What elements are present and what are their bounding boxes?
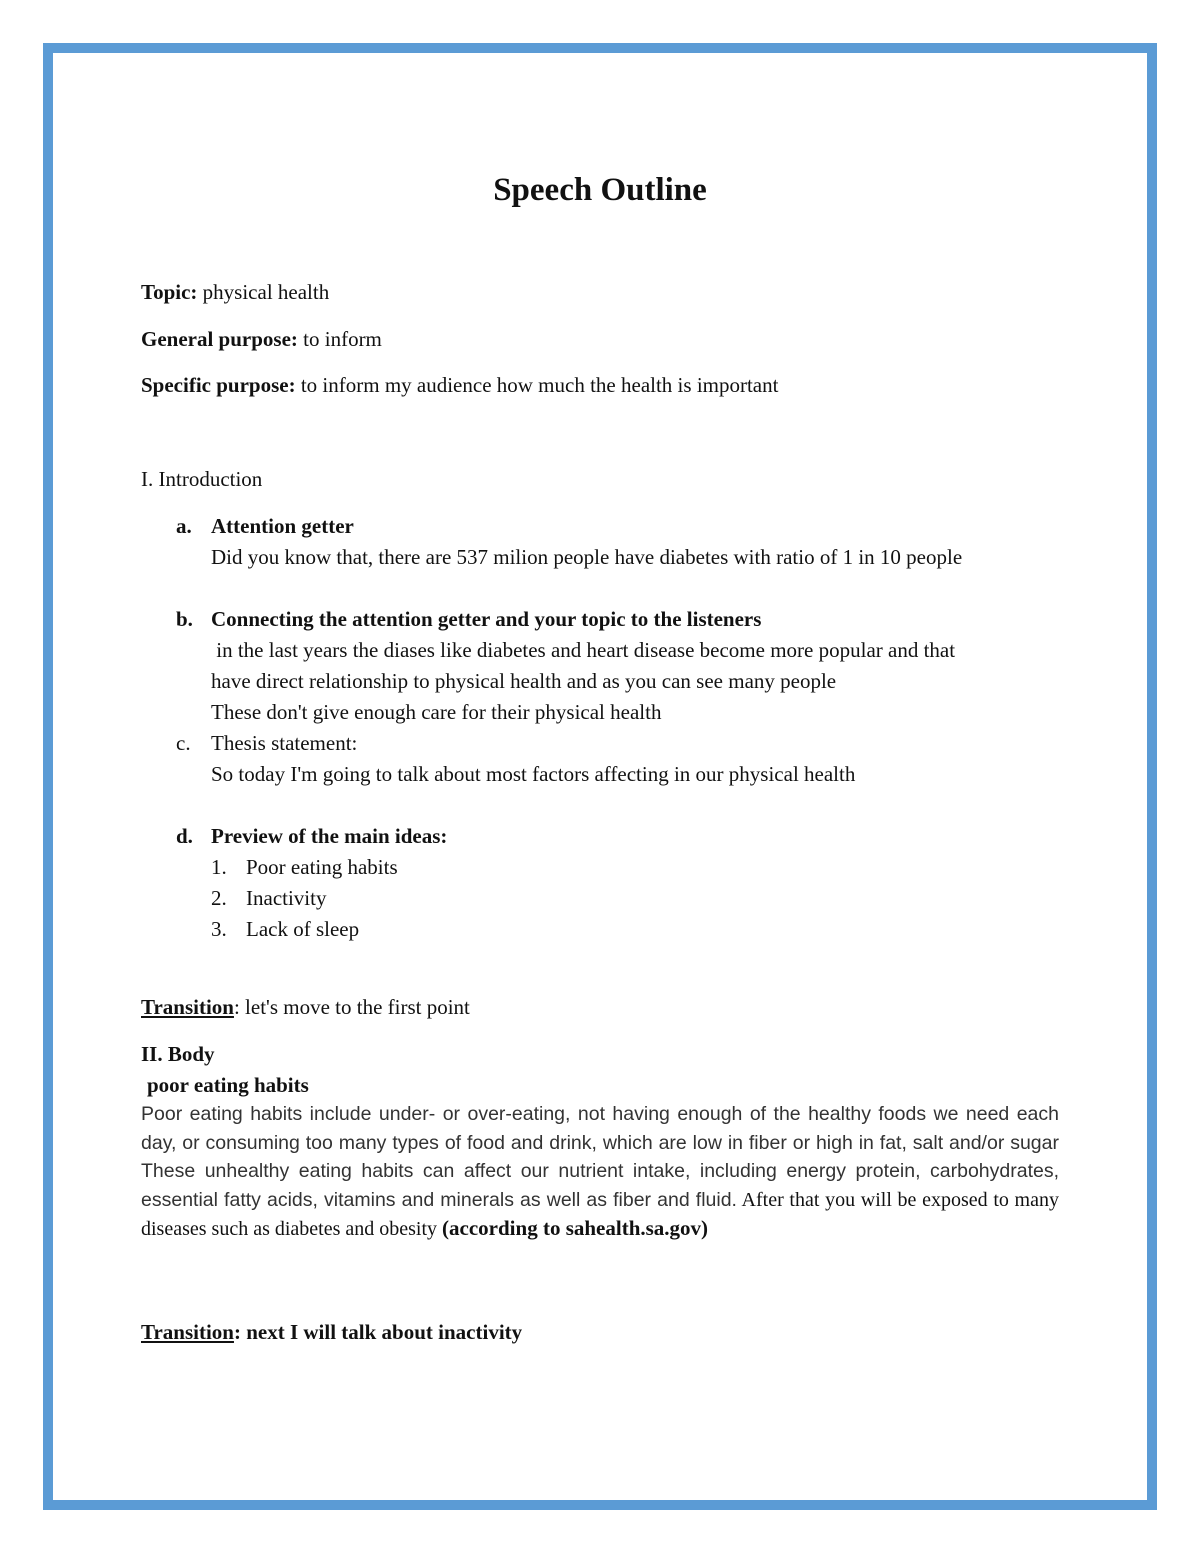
idea-3-number: 3. xyxy=(211,917,227,941)
thesis-text: So today I'm going to talk about most factors affecting in our physical health xyxy=(211,762,856,786)
idea-1-text: Poor eating habits xyxy=(246,855,398,879)
item-d-marker: d. xyxy=(176,824,193,848)
transition-1 xyxy=(141,992,470,1023)
specific-purpose-label: Specific purpose: xyxy=(141,373,296,397)
general-purpose-label: General purpose: xyxy=(141,327,298,351)
introduction-heading: I. Introduction xyxy=(141,467,263,491)
body-heading: II. Body xyxy=(141,1042,215,1066)
topic-line xyxy=(141,277,329,308)
thesis-title: Thesis statement: xyxy=(211,731,358,755)
body-paragraph-serif-text: After that you will be exposed to many diseases such as diabetes and obesity xyxy=(141,1188,1059,1240)
body-paragraph xyxy=(141,1100,1059,1244)
item-c-marker: c. xyxy=(176,731,191,755)
transition-1-text: : let's move to the first point xyxy=(233,995,470,1019)
attention-getter-text: Did you know that, there are 537 milion people have diabetes with ratio of 1 in 10 people xyxy=(211,545,963,569)
connecting-text-line-1: in the last years the diases like diabetes and heart disease become more popular and that xyxy=(211,638,956,662)
idea-3-text: Lack of sleep xyxy=(246,917,360,941)
connecting-text-line-2: have direct relationship to physical health and as you can see many people xyxy=(211,669,837,693)
transition-2-text: : next I will talk about inactivity xyxy=(233,1320,523,1344)
general-purpose-value: to inform xyxy=(297,327,382,351)
transition-2-label: Transition xyxy=(141,1320,234,1344)
body-paragraph-source: (according to sahealth.sa.gov) xyxy=(442,1216,709,1240)
transition-2 xyxy=(141,1317,522,1348)
connecting-title: Connecting the attention getter and your topic to the listeners xyxy=(211,607,762,631)
specific-purpose-value: to inform my audience how much the health is important xyxy=(295,373,779,397)
connecting-text-line-3: These don't give enough care for their physical health xyxy=(211,700,662,724)
idea-2-number: 2. xyxy=(211,886,227,910)
body-paragraph-text: Poor eating habits include under- or over-eating, not having enough of the healthy foods we need each day, or consuming too many types of food and drink, which are low in fiber or high in fat, salt and/or sugar These unhealthy eating habits can affect our nutrient intake, including energy protein, carbohydrates, essential fatty acids, vitamins and minerals as well as fiber and fluid. xyxy=(141,1103,1059,1211)
preview-title: Preview of the main ideas: xyxy=(211,824,448,848)
page-title: Speech Outline xyxy=(493,172,707,208)
topic-label: Topic: xyxy=(141,280,198,304)
specific-purpose-line xyxy=(141,370,778,401)
body-subheading: poor eating habits xyxy=(147,1073,309,1097)
idea-1-number: 1. xyxy=(211,855,227,879)
item-a-marker: a. xyxy=(176,514,192,538)
idea-2-text: Inactivity xyxy=(246,886,327,910)
general-purpose-line xyxy=(141,324,382,355)
attention-getter-title: Attention getter xyxy=(211,514,354,538)
transition-1-label: Transition xyxy=(141,995,234,1019)
topic-value: physical health xyxy=(197,280,330,304)
item-b-marker: b. xyxy=(176,607,193,631)
